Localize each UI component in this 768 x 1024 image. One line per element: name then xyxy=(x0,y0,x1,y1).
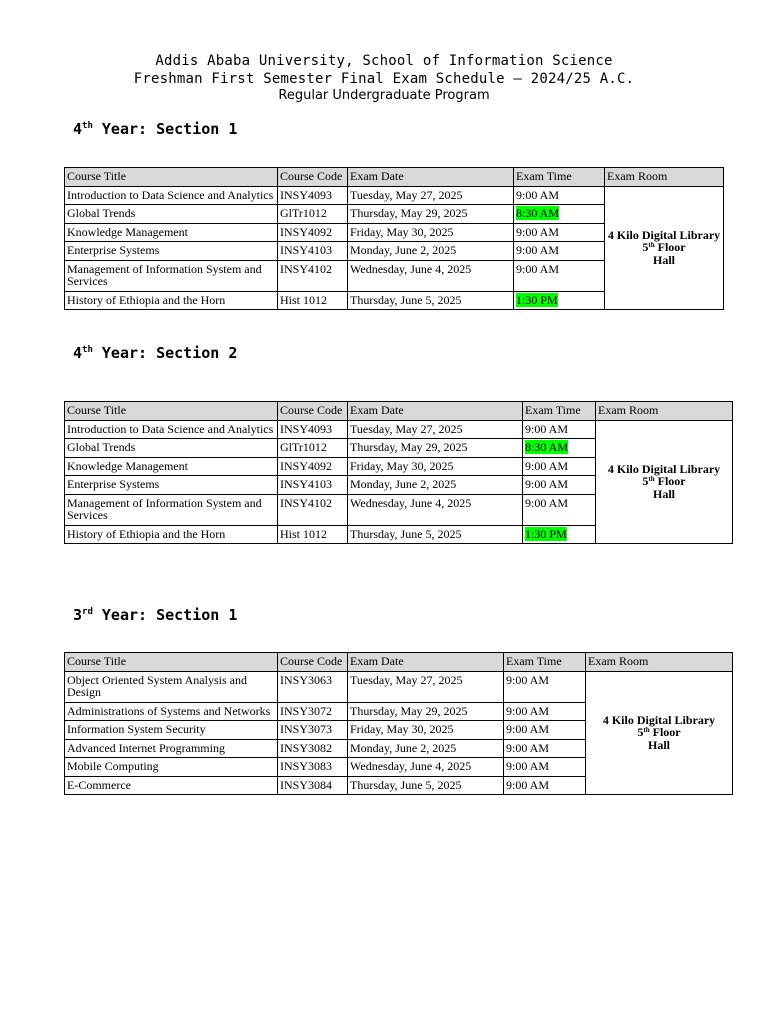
column-header-course-title: Course Title xyxy=(65,402,278,421)
course-code-cell: INSY4103 xyxy=(278,242,348,261)
course-title-cell: History of Ethiopia and the Horn xyxy=(65,291,278,310)
exam-time-cell xyxy=(514,260,605,291)
course-title-cell: E-Commerce xyxy=(65,776,278,795)
exam-date-cell: Tuesday, May 27, 2025 xyxy=(348,186,514,205)
course-code-cell: INSY3084 xyxy=(278,776,348,795)
exam-time-value: 9:00 AM xyxy=(516,224,560,239)
exam-time-cell xyxy=(514,205,605,224)
column-header-exam-room: Exam Room xyxy=(605,168,724,187)
course-code-cell: INSY3082 xyxy=(278,739,348,758)
column-header-exam-date: Exam Date xyxy=(348,402,523,421)
exam-date-cell: Wednesday, June 4, 2025 xyxy=(348,758,504,777)
exam-time-cell xyxy=(523,420,596,439)
course-code-cell: INSY4092 xyxy=(278,223,348,242)
schedule-table-3rd-year-section-1 xyxy=(64,652,733,795)
course-title-cell: Management of Information System and Services xyxy=(65,494,278,525)
column-header-exam-date: Exam Date xyxy=(348,168,514,187)
room-hall: Hall xyxy=(652,486,675,501)
exam-room-cell: 4 Kilo Digital Library 5th Floor Hall xyxy=(605,186,724,310)
exam-time-cell xyxy=(504,671,586,702)
section-heading-3rd-year-section-1: 3rd Year: Section 1 xyxy=(73,606,238,624)
exam-date-cell: Friday, May 30, 2025 xyxy=(348,721,504,740)
table-header-row xyxy=(65,402,733,421)
course-code-cell: INSY4092 xyxy=(278,457,348,476)
exam-time-cell xyxy=(523,476,596,495)
column-header-exam-room: Exam Room xyxy=(596,402,733,421)
exam-time-cell xyxy=(504,739,586,758)
exam-time-value: 9:00 AM xyxy=(516,261,560,276)
room-building: 4 Kilo Digital Library xyxy=(602,712,716,727)
exam-date-cell: Friday, May 30, 2025 xyxy=(348,223,514,242)
exam-time-cell xyxy=(523,439,596,458)
course-title-cell: Knowledge Management xyxy=(65,223,278,242)
course-code-cell: GlTr1012 xyxy=(278,439,348,458)
room-floor: Floor xyxy=(657,474,686,488)
exam-time-value: 9:00 AM xyxy=(506,740,550,755)
exam-time-value: 9:00 AM xyxy=(516,187,560,202)
exam-date-cell: Tuesday, May 27, 2025 xyxy=(348,671,504,702)
table-row xyxy=(65,420,733,439)
course-title-cell: Enterprise Systems xyxy=(65,242,278,261)
exam-date-cell: Monday, June 2, 2025 xyxy=(348,476,523,495)
exam-time-value: 9:00 AM xyxy=(516,243,560,257)
course-code-cell: Hist 1012 xyxy=(278,525,348,544)
exam-time-cell xyxy=(514,242,605,261)
course-code-cell: INSY4102 xyxy=(278,494,348,525)
course-title-cell: Object Oriented System Analysis and Design xyxy=(65,671,278,702)
room-building: 4 Kilo Digital Library xyxy=(607,461,721,476)
university-title: Addis Ababa University, School of Information Science xyxy=(155,53,613,69)
exam-time-value-highlighted: 8:30 AM xyxy=(516,206,560,220)
course-title-cell: Knowledge Management xyxy=(65,457,278,476)
exam-date-cell: Friday, May 30, 2025 xyxy=(348,457,523,476)
column-header-course-code: Course Code xyxy=(278,168,348,187)
course-title-cell: Global Trends xyxy=(65,205,278,224)
exam-time-cell xyxy=(504,721,586,740)
column-header-course-code: Course Code xyxy=(278,402,348,421)
exam-date-cell: Thursday, June 5, 2025 xyxy=(348,525,523,544)
exam-date-cell: Tuesday, May 27, 2025 xyxy=(348,420,523,439)
column-header-exam-time: Exam Time xyxy=(514,168,605,187)
exam-time-cell xyxy=(523,457,596,476)
document-header xyxy=(0,52,768,104)
exam-time-value: 9:00 AM xyxy=(525,458,569,473)
exam-time-value-highlighted: 1:30 PM xyxy=(516,292,558,307)
room-hall: Hall xyxy=(647,737,670,752)
exam-time-value: 9:00 AM xyxy=(506,759,550,773)
exam-time-cell xyxy=(514,186,605,205)
exam-room-cell: 4 Kilo Digital Library 5th Floor Hall xyxy=(586,671,733,795)
course-code-cell: Hist 1012 xyxy=(278,291,348,310)
exam-time-cell xyxy=(514,291,605,310)
table-header-row xyxy=(65,653,733,672)
exam-time-cell xyxy=(504,776,586,795)
exam-time-cell xyxy=(504,702,586,721)
column-header-exam-room: Exam Room xyxy=(586,653,733,672)
course-code-cell: GlTr1012 xyxy=(278,205,348,224)
program-subtitle: Regular Undergraduate Program xyxy=(278,88,490,103)
exam-date-cell: Thursday, June 5, 2025 xyxy=(348,776,504,795)
room-floor: Floor xyxy=(657,240,686,254)
exam-time-value: 9:00 AM xyxy=(525,477,569,491)
exam-time-value: 9:00 AM xyxy=(525,421,569,436)
exam-time-cell xyxy=(523,494,596,525)
column-header-course-code: Course Code xyxy=(278,653,348,672)
room-building: 4 Kilo Digital Library xyxy=(607,227,721,242)
course-code-cell: INSY3083 xyxy=(278,758,348,777)
exam-time-value-highlighted: 8:30 AM xyxy=(525,440,569,454)
course-title-cell: Mobile Computing xyxy=(65,758,278,777)
column-header-exam-time: Exam Time xyxy=(504,653,586,672)
course-code-cell: INSY3063 xyxy=(278,671,348,702)
course-title-cell: Management of Information System and Services xyxy=(65,260,278,291)
course-title-cell: History of Ethiopia and the Horn xyxy=(65,525,278,544)
table-header-row xyxy=(65,168,724,187)
course-title-cell: Administrations of Systems and Networks xyxy=(65,702,278,721)
exam-time-value: 9:00 AM xyxy=(506,703,550,718)
course-code-cell: INSY3072 xyxy=(278,702,348,721)
exam-time-cell xyxy=(504,758,586,777)
exam-time-cell xyxy=(514,223,605,242)
course-title-cell: Enterprise Systems xyxy=(65,476,278,495)
course-code-cell: INSY4093 xyxy=(278,420,348,439)
course-title-cell: Introduction to Data Science and Analytics xyxy=(65,186,278,205)
exam-date-cell: Thursday, May 29, 2025 xyxy=(348,702,504,721)
column-header-course-title: Course Title xyxy=(65,168,278,187)
table-row xyxy=(65,186,724,205)
exam-date-cell: Thursday, May 29, 2025 xyxy=(348,439,523,458)
course-title-cell: Introduction to Data Science and Analytics xyxy=(65,420,278,439)
table-row xyxy=(65,671,733,702)
exam-time-value: 9:00 AM xyxy=(506,722,550,736)
column-header-exam-date: Exam Date xyxy=(348,653,504,672)
course-title-cell: Advanced Internet Programming xyxy=(65,739,278,758)
room-hall: Hall xyxy=(652,252,675,267)
exam-date-cell: Wednesday, June 4, 2025 xyxy=(348,260,514,291)
section-heading-4th-year-section-1: 4th Year: Section 1 xyxy=(73,120,238,138)
column-header-course-title: Course Title xyxy=(65,653,278,672)
column-header-exam-time: Exam Time xyxy=(523,402,596,421)
schedule-table-4th-year-section-1 xyxy=(64,167,724,310)
exam-date-cell: Monday, June 2, 2025 xyxy=(348,242,514,261)
schedule-table-4th-year-section-2 xyxy=(64,401,733,544)
course-title-cell: Information System Security xyxy=(65,721,278,740)
room-floor: Floor xyxy=(652,725,681,739)
exam-date-cell: Wednesday, June 4, 2025 xyxy=(348,494,523,525)
exam-date-cell: Thursday, June 5, 2025 xyxy=(348,291,514,310)
section-heading-4th-year-section-2: 4th Year: Section 2 xyxy=(73,344,238,362)
course-title-cell: Global Trends xyxy=(65,439,278,458)
course-code-cell: INSY3073 xyxy=(278,721,348,740)
exam-date-cell: Thursday, May 29, 2025 xyxy=(348,205,514,224)
course-code-cell: INSY4102 xyxy=(278,260,348,291)
course-code-cell: INSY4093 xyxy=(278,186,348,205)
exam-time-value: 9:00 AM xyxy=(525,495,569,510)
course-code-cell: INSY4103 xyxy=(278,476,348,495)
exam-room-cell: 4 Kilo Digital Library 5th Floor Hall xyxy=(596,420,733,544)
schedule-title: Freshman First Semester Final Exam Schedule – 2024/25 A.C. xyxy=(133,71,635,87)
exam-time-cell xyxy=(523,525,596,544)
exam-date-cell: Monday, June 2, 2025 xyxy=(348,739,504,758)
exam-time-value: 9:00 AM xyxy=(506,777,550,792)
exam-time-value-highlighted: 1:30 PM xyxy=(525,526,567,541)
exam-time-value: 9:00 AM xyxy=(506,672,550,687)
